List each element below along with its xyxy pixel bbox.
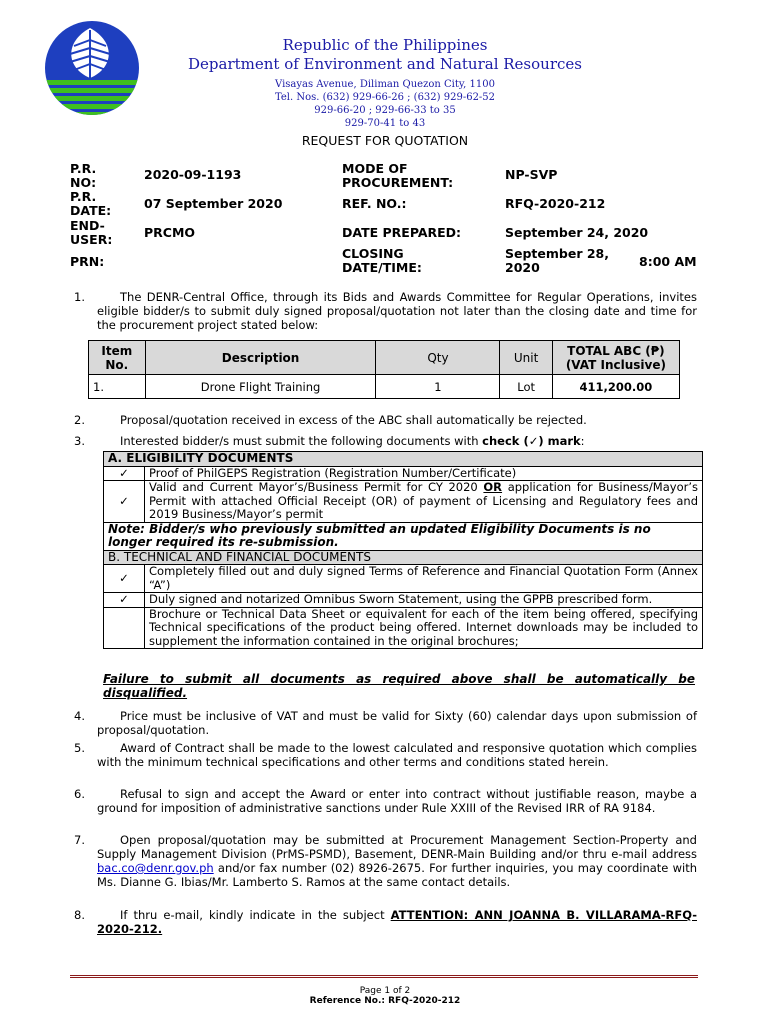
republic-heading: Republic of the Philippines — [282, 36, 488, 54]
p8-text — [97, 908, 697, 936]
p8-pre: If thru e-mail, kindly indicate in the subject — [120, 908, 385, 922]
pr-no-label: P.R. NO: — [70, 161, 97, 190]
doc-tor: Completely filled out and duly signed Terms of Reference and Financial Quotation Form (Annex “A”) — [145, 565, 703, 593]
footer-reference: Reference No.: RFQ-2020-212 — [309, 996, 461, 1006]
p2-number: 2. — [74, 413, 85, 427]
cell-qty: 1 — [376, 375, 500, 399]
p1-number: 1. — [74, 290, 85, 304]
document-title: REQUEST FOR QUOTATION — [301, 133, 469, 148]
ref-value: RFQ-2020-212 — [505, 196, 606, 211]
cell-unit: Lot — [500, 375, 552, 399]
p3-main: Interested bidder/s must submit the following documents with — [120, 434, 479, 448]
p7-pre: Open proposal/quotation may be submitted at Procurement Management Section-Property and Supply Management Division (PrMS-PSMD), Basement, DENR-Main Building and/or thru e-mail address — [97, 833, 697, 861]
p3-number: 3. — [74, 434, 85, 448]
check-icon: ✓ — [104, 466, 145, 481]
col-unit: Unit — [500, 341, 552, 375]
prepared-label: DATE PREPARED: — [342, 225, 462, 240]
p8-attention: ATTENTION: ANN JOANNA B. VILLARAMA-RFQ-2020-212. — [97, 908, 697, 936]
tel-line-3: 929-70-41 to 43 — [344, 118, 426, 129]
p6-text: Refusal to sign and accept the Award or enter into contract without justifiable reason, maybe a ground for imposition of administrative sanctions under Rule XXIII of the Revised IRR of RA 9184. — [97, 787, 697, 815]
ref-label: REF. NO.: — [342, 196, 407, 211]
doc-mayors-permit — [145, 481, 703, 523]
p4-number: 4. — [74, 709, 85, 723]
info-block — [70, 160, 700, 280]
check-icon: ✓ — [104, 481, 145, 523]
p3-colon: : — [580, 434, 585, 448]
end-user-label: END-USER: — [70, 218, 113, 247]
footer-rule — [70, 975, 698, 978]
p7-number: 7. — [74, 833, 85, 847]
address-line: Visayas Avenue, Diliman Quezon City, 1100 — [275, 79, 495, 90]
section-eligibility: A. ELIGIBILITY DOCUMENTS — [104, 452, 703, 467]
prepared-value: September 24, 2020 — [505, 225, 649, 240]
p6-number: 6. — [74, 787, 85, 801]
p3-check-mark: check (✓) mark — [482, 434, 581, 448]
tel-line-2: 929-66-20 ; 929-66-33 to 35 — [314, 105, 456, 116]
closing-date-value: September 28, 2020 — [505, 246, 609, 275]
p1-text: The DENR-Central Office, through its Bids and Awards Committee for Regular Operations, invites eligible bidder/s to submit duly signed proposal/quotation not later than the closing date and time for the procurement project stated below: — [97, 290, 697, 332]
items-table — [88, 340, 680, 399]
col-total-abc: TOTAL ABC (₱) (VAT Inclusive) — [552, 341, 679, 375]
cell-total: 411,200.00 — [552, 375, 679, 399]
end-user-value: PRCMO — [144, 225, 196, 240]
pr-date-value: 07 September 2020 — [144, 196, 283, 211]
eligibility-note: Note: Bidder/s who previously submitted an updated Eligibility Documents is no longer required its re-submission. — [104, 522, 703, 550]
doc-brochure: Brochure or Technical Data Sheet or equivalent for each of the item being offered, specifying Technical specifications of the product being offered. Internet downloads may be included to supplement the information contained in the original brochures; — [145, 607, 703, 649]
closing-label: CLOSING DATE/TIME: — [342, 246, 422, 275]
p3-text — [120, 434, 700, 448]
department-heading: Department of Environment and Natural Resources — [188, 55, 582, 73]
doc-permit-or: OR — [483, 480, 503, 494]
p5-number: 5. — [74, 741, 85, 755]
col-item-no: Item No. — [89, 341, 146, 375]
empty-check-cell — [104, 607, 145, 649]
mode-value: NP-SVP — [505, 167, 558, 182]
doc-omnibus: Duly signed and notarized Omnibus Sworn Statement, using the GPPB prescribed form. — [145, 593, 703, 608]
doc-permit-pre: Valid and Current Mayor’s/Business Permit for CY 2020 — [149, 480, 478, 494]
page-number: Page 1 of 2 — [359, 986, 411, 996]
check-icon: ✓ — [104, 565, 145, 593]
prn-label: PRN: — [70, 254, 105, 269]
closing-time-value: 8:00 AM — [639, 254, 697, 269]
tel-line-1: Tel. Nos. (632) 929-66-26 ; (632) 929-62-52 — [274, 92, 496, 103]
email-link[interactable]: bac.co@denr.gov.ph — [97, 861, 214, 875]
p5-text: Award of Contract shall be made to the lowest calculated and responsive quotation which complies with the minimum technical specifications and other terms and conditions stated herein. — [97, 741, 697, 769]
col-qty: Qty — [376, 341, 500, 375]
cell-item-no: 1. — [89, 375, 146, 399]
failure-warning: Failure to submit all documents as required above shall be automatically be disqualified. — [103, 672, 695, 700]
p7-text — [97, 833, 697, 889]
mode-label: MODE OF PROCUREMENT: — [342, 161, 454, 190]
documents-table — [103, 451, 703, 649]
col-description: Description — [145, 341, 376, 375]
doc-philgeps: Proof of PhilGEPS Registration (Registration Number/Certificate) — [145, 466, 703, 481]
pr-no-value: 2020-09-1193 — [144, 167, 242, 182]
table-row — [89, 375, 680, 399]
cell-description: Drone Flight Training — [145, 375, 376, 399]
check-icon: ✓ — [104, 593, 145, 608]
p7-post: and/or fax number (02) 8926-2675. For further inquiries, you may coordinate with Ms. Dianne G. Ibias/Mr. Lamberto S. Ramos at the same contact details. — [97, 861, 698, 889]
denr-logo — [44, 20, 140, 116]
p4-text: Price must be inclusive of VAT and must be valid for Sixty (60) calendar days upon submission of proposal/quotation. — [97, 709, 697, 737]
section-technical: B. TECHNICAL AND FINANCIAL DOCUMENTS — [104, 550, 703, 565]
pr-date-label: P.R. DATE: — [70, 189, 112, 218]
doc-permit-post: application for Business/Mayor’s Permit with attached Official Receipt (OR) of payment of Licensing and Regulatory fees and 2019 Business/Mayor’s permit — [149, 480, 698, 521]
p8-number: 8. — [74, 908, 85, 922]
p2-text: Proposal/quotation received in excess of the ABC shall automatically be rejected. — [120, 413, 587, 427]
